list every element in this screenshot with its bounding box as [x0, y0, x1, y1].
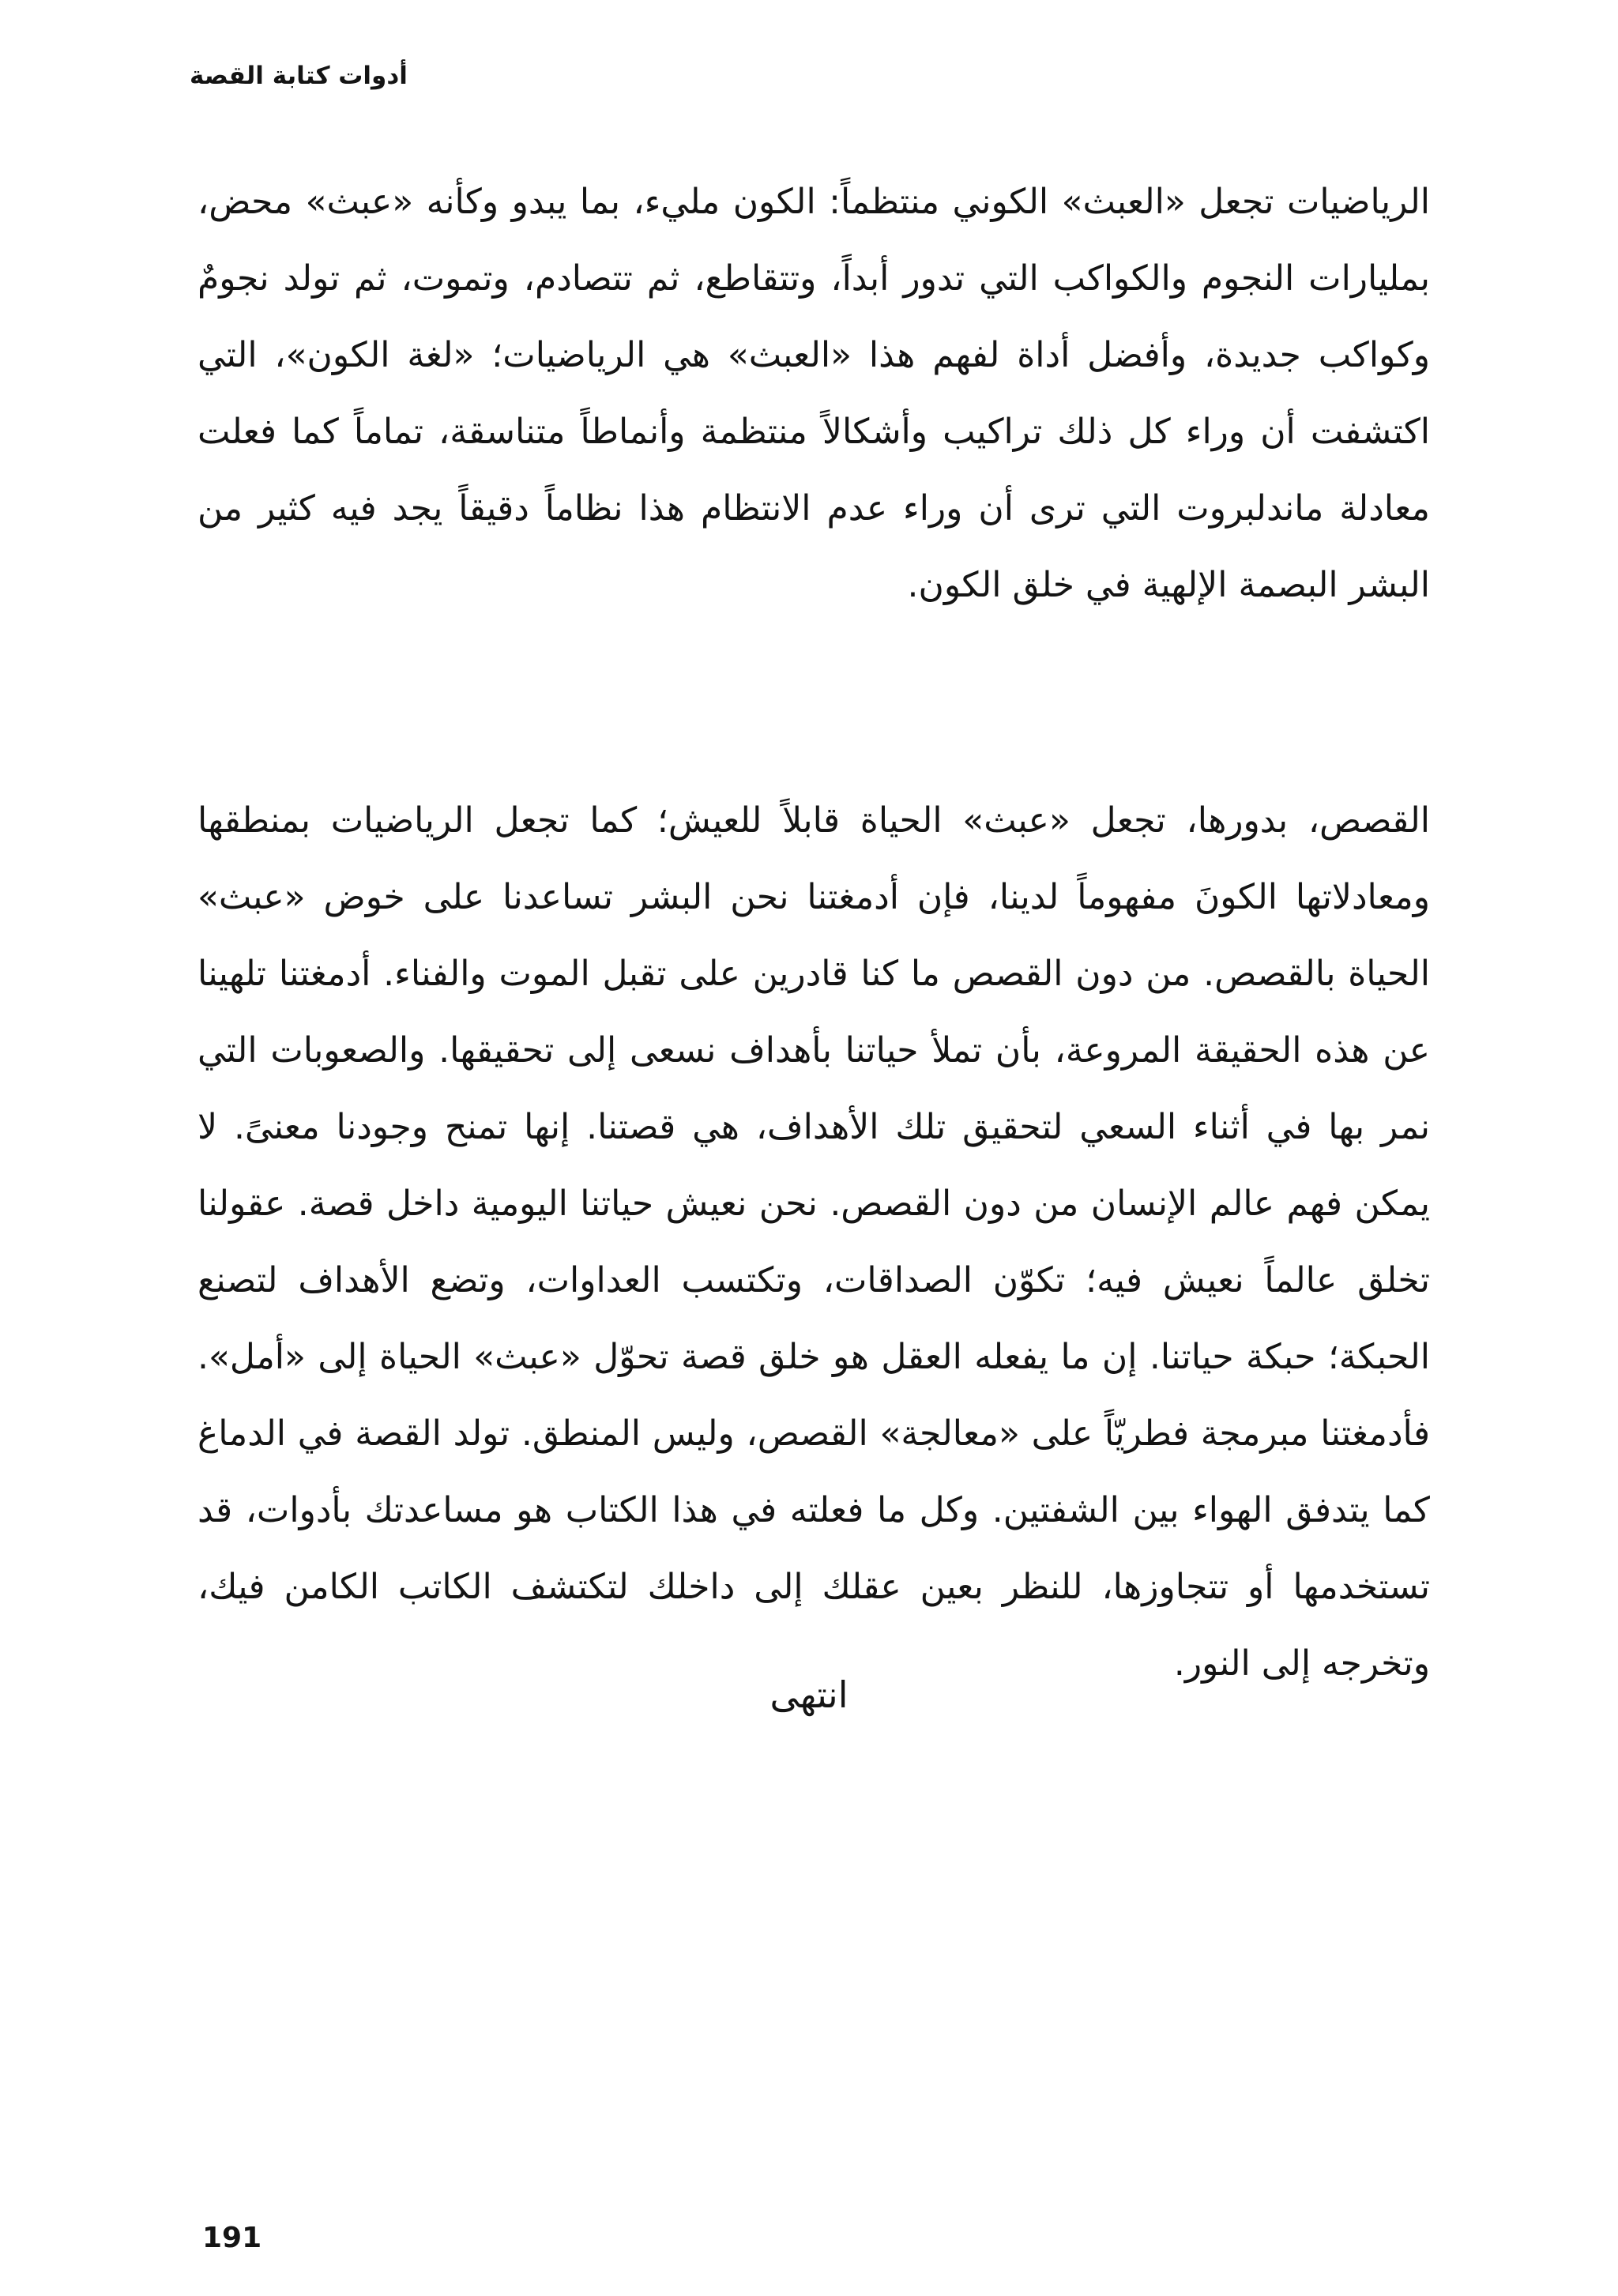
body-paragraph-1: الرياضيات تجعل «العبث» الكوني منتظماً: الكون مليء، بما يبدو وكأنه «عبث» محض، بمليارات النجوم والكواكب التي تدور أبداً، وتتقاطع، ثم تتصادم، وتموت، ثم تولد نجومٌ وكواكب جديدة، وأفضل أداة لفهم هذا «العبث» هي الرياضيات؛ «لغة الكون»، التي اكتشفت أن وراء كل ذلك تراكيب وأشكالاً منتظمة وأنماطاً متناسقة، تماماً كما فعلت معادلة ماندلبروت التي ترى أن وراء عدم الانتظام هذا نظاماً دقيقاً يجد فيه كثير من البشر البصمة الإلهية في خلق الكون.	[198, 182, 1430, 605]
body-paragraph-2: القصص، بدورها، تجعل «عبث» الحياة قابلاً للعيش؛ كما تجعل الرياضيات بمنطقها ومعادلاتها الكونَ مفهوماً لدينا، فإن أدمغتنا نحن البشر تساعدنا على خوض «عبث» الحياة بالقصص. من دون القصص ما كنا قادرين على تقبل الموت والفناء. أدمغتنا تلهينا عن هذه الحقيقة المروعة، بأن تملأ حياتنا بأهداف نسعى إلى تحقيقها. والصعوبات التي نمر بها في أثناء السعي لتحقيق تلك الأهداف، هي قصتنا. إنها تمنح وجودنا معنىً. لا يمكن فهم عالم الإنسان من دون القصص. نحن نعيش حياتنا اليومية داخل قصة. عقولنا تخلق عالماً نعيش فيه؛ تكوّن الصداقات، وتكتسب العداوات، وتضع الأهداف لتصنع الحبكة؛ حبكة حياتنا. إن ما يفعله العقل هو خلق قصة تحوّل «عبث» الحياة إلى «أمل». فأدمغتنا مبرمجة فطريّاً على «معالجة» القصص، وليس المنطق. تولد القصة في الدماغ كما يتدفق الهواء بين الشفتين. وكل ما فعلته في هذا الكتاب هو مساعدتك بأدوات، قد تستخدمها أو تتجاوزها، للنظر بعين عقلك إلى داخلك لتكتشف الكاتب الكامن فيك، وتخرجه إلى النور.	[198, 800, 1430, 1684]
end-mark: انتهى	[769, 1673, 849, 1716]
page-number: 191	[202, 2222, 262, 2254]
running-header-title: أدوات كتابة القصة	[190, 62, 408, 90]
